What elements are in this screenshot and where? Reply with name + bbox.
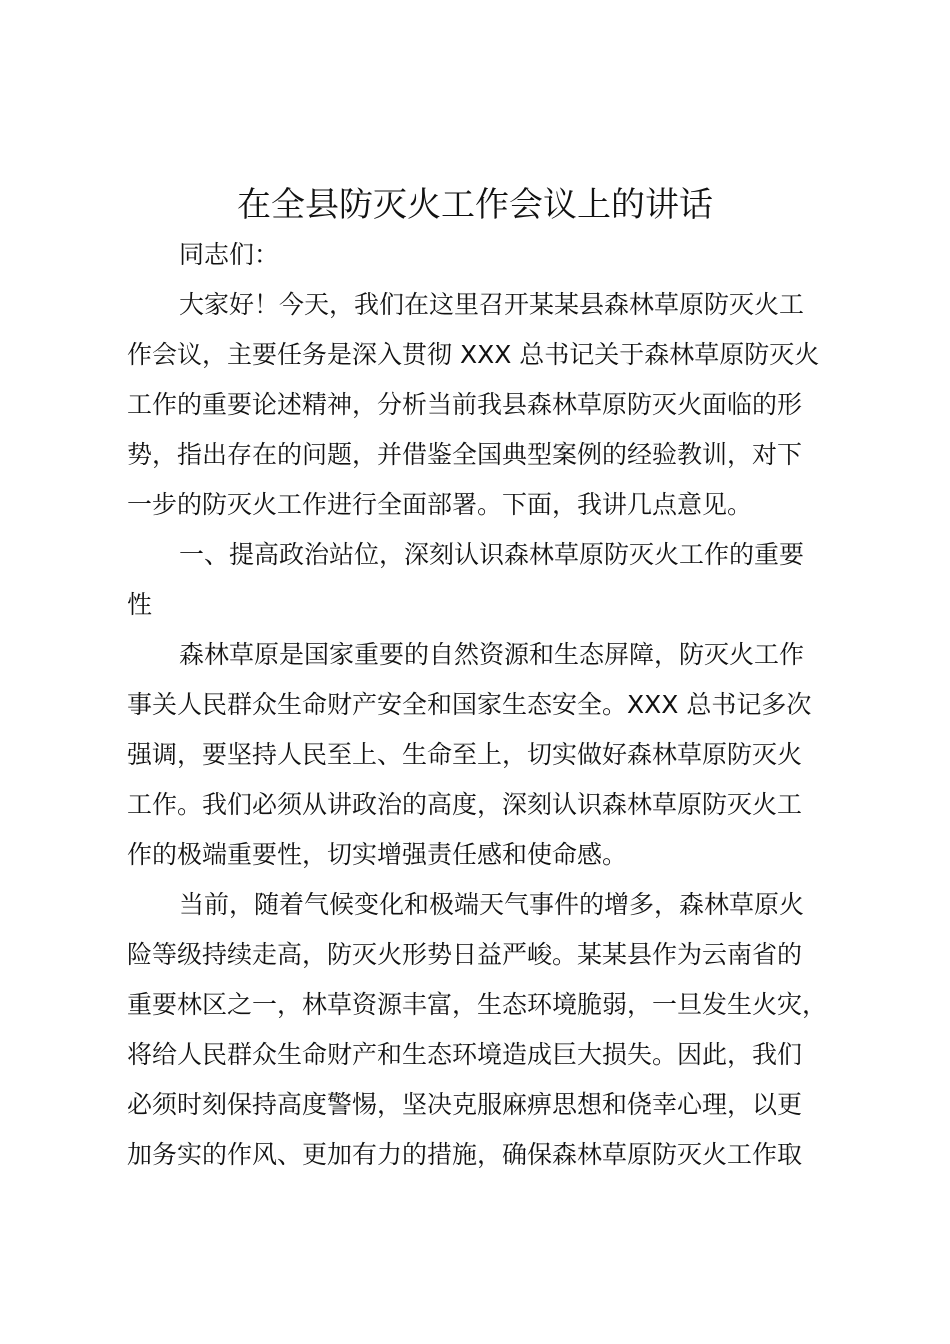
body-line: 大家好！今天，我们在这里召开某某县森林草原防灭火工 — [179, 290, 805, 319]
document-body — [127, 230, 835, 1180]
body-line: 工作的重要论述精神，分析当前我县森林草原防灭火面临的形 — [127, 390, 803, 419]
body-line: 性 — [127, 590, 153, 619]
body-line: 一步的防灭火工作进行全面部署。下面，我讲几点意见。 — [127, 490, 753, 519]
body-line: 一、提高政治站位，深刻认识森林草原防灭火工作的重要 — [179, 540, 805, 569]
body-line: 森林草原是国家重要的自然资源和生态屏障，防灭火工作 — [179, 640, 805, 669]
body-line: 势，指出存在的问题，并借鉴全国典型案例的经验教训，对下 — [127, 440, 803, 469]
body-line: 作的极端重要性，切实增强责任感和使命感。 — [127, 840, 628, 869]
body-line: 同志们： — [179, 240, 280, 269]
body-line: 强调，要坚持人民至上、生命至上，切实做好森林草原防灭火 — [127, 740, 803, 769]
body-line: 加务实的作风、更加有力的措施，确保森林草原防灭火工作取 — [127, 1140, 803, 1169]
body-line: 工作。我们必须从讲政治的高度，深刻认识森林草原防灭火工 — [127, 790, 803, 819]
body-line: 重要林区之一，林草资源丰富，生态环境脆弱，一旦发生火灾， — [127, 990, 828, 1019]
document-title: 在全县防灭火工作会议上的讲话 — [237, 185, 713, 225]
body-line: 必须时刻保持高度警惕，坚决克服麻痹思想和侥幸心理，以更 — [127, 1090, 803, 1119]
body-line: 将给人民群众生命财产和生态环境造成巨大损失。因此，我们 — [127, 1040, 803, 1069]
body-line: 当前，随着气候变化和极端天气事件的增多，森林草原火 — [179, 890, 805, 919]
body-line: 事关人民群众生命财产安全和国家生态安全。XXX 总书记多次 — [127, 690, 812, 719]
body-line: 险等级持续走高，防灭火形势日益严峻。某某县作为云南省的 — [127, 940, 803, 969]
body-line: 作会议，主要任务是深入贯彻 XXX 总书记关于森林草原防灭火 — [127, 340, 820, 369]
